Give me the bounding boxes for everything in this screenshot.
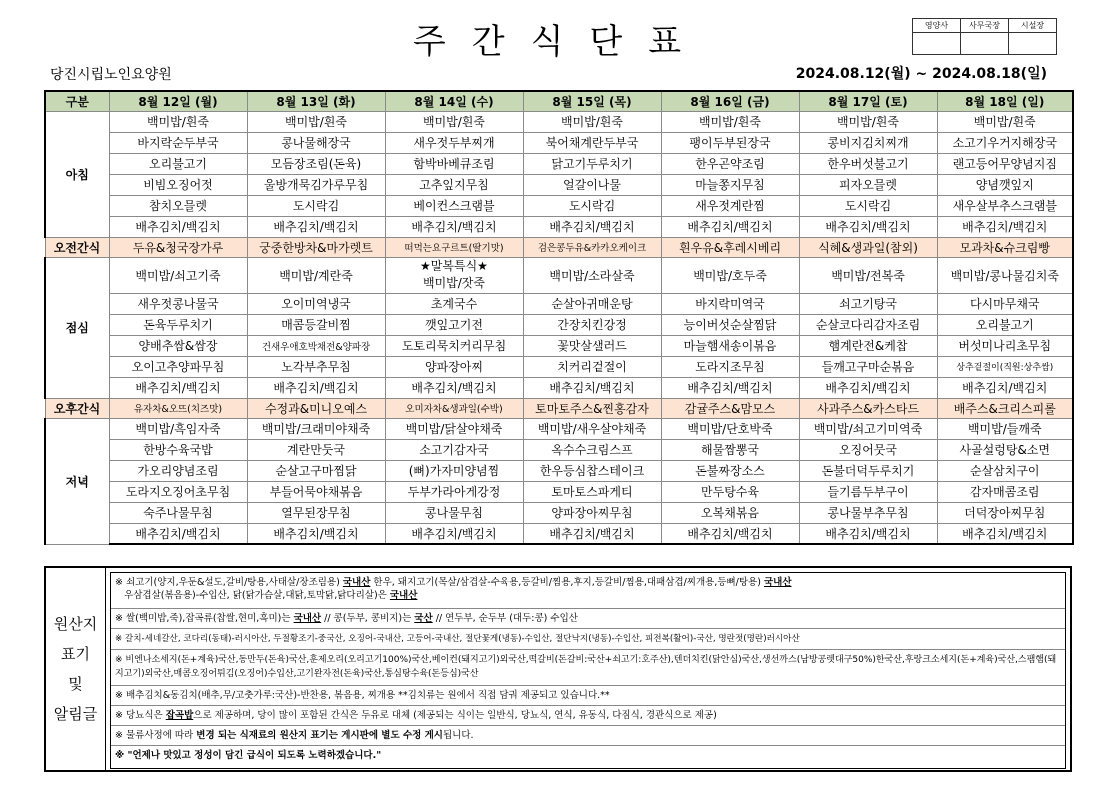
menu-item: 배추김치/백김치 [661, 523, 799, 544]
note-text: 우삼겹살(볶음용)-수입산, 닭(닭가슴살,대닭,토막닭,닭다리살)은 [124, 590, 387, 601]
menu-item: 배추김치/백김치 [385, 523, 523, 544]
menu-item: 랜고등어무양념지짐 [937, 153, 1073, 174]
menu-item: 도라지조무침 [661, 356, 799, 377]
notice-label-line: 표기 [61, 645, 90, 663]
origin-notice-label [46, 568, 106, 770]
menu-item: 돈육두루치기 [109, 314, 247, 335]
snack-item: 두유&청국장가루 [109, 237, 247, 257]
menu-item: 배추김치/백김치 [385, 377, 523, 398]
menu-item: 만두탕수육 [661, 481, 799, 502]
menu-item: 배추김치/백김치 [109, 523, 247, 544]
breakfast-row [45, 132, 1073, 153]
menu-item: 콩비지김치찌개 [799, 132, 937, 153]
grain-origin-note [111, 609, 1065, 629]
note-text: ※ 쇠고기(양지,우둔&설도,갈비/탕용,사태살/장조림용) [115, 577, 340, 588]
menu-item: 쇠고기탕국 [799, 293, 937, 314]
dinner-row [45, 418, 1073, 439]
origin-notice-box [44, 566, 1072, 772]
lunch-row [45, 293, 1073, 314]
approval-dietitian-label: 영양사 [913, 19, 961, 33]
menu-item: 깻잎고기전 [385, 314, 523, 335]
day-header: 8월 13일 (화) [247, 91, 385, 111]
menu-item: 배추김치/백김치 [799, 216, 937, 237]
header-row [45, 91, 1073, 111]
snack-item: 궁중한방차&마가렛트 [247, 237, 385, 257]
breakfast-row [45, 111, 1073, 132]
lunch-row [45, 335, 1073, 356]
menu-item: 도라지오징어초무침 [109, 481, 247, 502]
menu-item: 부들어묵야채볶음 [247, 481, 385, 502]
lunch-label: 점심 [45, 257, 109, 398]
menu-item: 계란만둣국 [247, 439, 385, 460]
menu-item: 오복채볶음 [661, 502, 799, 523]
note-emphasis: 변경 되는 식재료의 원산지 표기는 게시판에 별도 수정 게시 [196, 730, 443, 741]
menu-item: 들기름두부구이 [799, 481, 937, 502]
special-meal-title: ★말복특식★ [420, 259, 488, 273]
menu-item: 새우젓콩나물국 [109, 293, 247, 314]
menu-item: 배추김치/백김치 [523, 216, 661, 237]
weekly-menu-table [44, 90, 1074, 545]
menu-item: 양배추쌈&쌈장 [109, 335, 247, 356]
menu-item: 북어채계란두부국 [523, 132, 661, 153]
menu-item: 배추김치/백김치 [937, 216, 1073, 237]
kimchi-origin-note [111, 686, 1065, 706]
menu-item: 치커리겉절이 [523, 356, 661, 377]
approval-director-label: 시설장 [1009, 19, 1057, 33]
menu-item: 다시마무채국 [937, 293, 1073, 314]
snack-item: 감귤주스&맘모스 [661, 398, 799, 418]
note-text: ※ 쌀(백미밥,죽),잡곡류(찹쌀,현미,흑미)는 [115, 613, 291, 624]
menu-item: 옥수수크림스프 [523, 439, 661, 460]
lunch-row [45, 356, 1073, 377]
day-header: 8월 18일 (일) [937, 91, 1073, 111]
menu-item: 오징어뭇국 [799, 439, 937, 460]
menu-item: 백미밥/쇠고기미역죽 [799, 418, 937, 439]
snack-item: 식혜&생과일(참외) [799, 237, 937, 257]
menu-item: 배추김치/백김치 [799, 523, 937, 544]
dinner-row [45, 460, 1073, 481]
snack-item: 유자차&오뜨(치즈맛) [109, 398, 247, 418]
approval-dietitian-sign [913, 33, 961, 55]
menu-item: 도시락김 [799, 195, 937, 216]
menu-item: 비빔오징어젓 [109, 174, 247, 195]
menu-item: 숙주나물무침 [109, 502, 247, 523]
menu-period: 2024.08.12(월) ~ 2024.08.18(일) [795, 66, 1047, 82]
menu-item: 들깨고구마순볶음 [799, 356, 937, 377]
approval-director-sign [1009, 33, 1057, 55]
menu-item: 배추김치/백김치 [109, 216, 247, 237]
menu-item: 오이미역냉국 [247, 293, 385, 314]
menu-item: 배추김치/백김치 [385, 216, 523, 237]
menu-item: 건새우애호박채전&양파장 [247, 335, 385, 356]
menu-item: 간장치킨강정 [523, 314, 661, 335]
lunch-row [45, 257, 1073, 293]
menu-item: 피자오믈렛 [799, 174, 937, 195]
menu-item: 더덕장아찌무침 [937, 502, 1073, 523]
menu-item: 백미밥/단호박죽 [661, 418, 799, 439]
menu-item: 새우젓계란찜 [661, 195, 799, 216]
menu-item: 배추김치/백김치 [247, 216, 385, 237]
note-text: ※ 당뇨식은 [115, 710, 163, 721]
am_snack-label: 오전간식 [45, 237, 109, 257]
day-header: 8월 16일 (금) [661, 91, 799, 111]
menu-item: 해물짬뽕국 [661, 439, 799, 460]
note-emphasis: 국내산 [342, 577, 371, 588]
menu-item: 돈불짜장소스 [661, 460, 799, 481]
menu-item: 백미밥/쇠고기죽 [109, 257, 247, 293]
menu-item: 양파장아찌무침 [523, 502, 661, 523]
snack-item: 토마토주스&찐홍감자 [523, 398, 661, 418]
menu-item: 오리불고기 [109, 153, 247, 174]
menu-item: 새우젓두부찌개 [385, 132, 523, 153]
note-text: ※ 배추김치&동김치(배추,무/고춧가루:국산)-반찬용, 볶음용, 찌개용 **김치류는 원에서 직접 담궈 제공되고 있습니다.** [115, 690, 610, 701]
menu-item: 백미밥/흰죽 [385, 111, 523, 132]
menu-item: 백미밥/새우살야채죽 [523, 418, 661, 439]
menu-item: 오리불고기 [937, 314, 1073, 335]
menu-item [385, 257, 523, 293]
menu-item: 닭고기두루치기 [523, 153, 661, 174]
menu-item: 배추김치/백김치 [247, 377, 385, 398]
menu-item: 돈불더덕두루치기 [799, 460, 937, 481]
day-header: 8월 12일 (월) [109, 91, 247, 111]
menu-item: 두부가라아게강정 [385, 481, 523, 502]
notice-label-line: 원산지 [53, 615, 98, 633]
menu-item: 오이고추양파무침 [109, 356, 247, 377]
note-emphasis: 국산 [414, 613, 433, 624]
menu-item: 도시락김 [247, 195, 385, 216]
note-emphasis: 국내산 [389, 590, 418, 601]
menu-item: 백미밥/전복죽 [799, 257, 937, 293]
snack-item: 검은콩두유&카카오케이크 [523, 237, 661, 257]
menu-item: 열무된장무침 [247, 502, 385, 523]
breakfast-label: 아침 [45, 111, 109, 237]
header-label: 구분 [45, 91, 109, 111]
menu-item: 배추김치/백김치 [937, 377, 1073, 398]
meat-origin-note [111, 573, 1065, 609]
processed-food-origin-note [111, 650, 1065, 686]
menu-item: 능이버섯순살찜닭 [661, 314, 799, 335]
menu-item: 백미밥/잣죽 [422, 276, 485, 290]
menu-item: 가오리양념조림 [109, 460, 247, 481]
menu-item: 백미밥/흰죽 [109, 111, 247, 132]
menu-item: 고추잎지무침 [385, 174, 523, 195]
menu-item: 한우버섯불고기 [799, 153, 937, 174]
note-text: 으로 제공하며, 당이 많이 포함된 간식은 두유로 대체 (제공되는 식이는 일반식, 당뇨식, 연식, 유동식, 다짐식, 경관식으로 제공) [193, 710, 717, 721]
snack-item: 떠먹는요구르트(딸기맛) [385, 237, 523, 257]
menu-item: 백미밥/크래미야채죽 [247, 418, 385, 439]
menu-item: (뼈)가자미양념찜 [385, 460, 523, 481]
snack-item: 사과주스&카스타드 [799, 398, 937, 418]
menu-item: 콩나물해장국 [247, 132, 385, 153]
snack-item: 흰우유&후레시베리 [661, 237, 799, 257]
menu-item: 바지락미역국 [661, 293, 799, 314]
menu-item: 백미밥/콩나물김치죽 [937, 257, 1073, 293]
menu-item: 한우곤약조림 [661, 153, 799, 174]
note-text: 한우, 돼지고기(목살/삼겹살-수육용,등갈비/찜용,후지,등갈비/찜용,대패삼겹/찌개용,등뼈/탕용) [373, 577, 761, 588]
menu-item: 백미밥/흰죽 [799, 111, 937, 132]
facility-name: 당진시립노인요양원 [50, 67, 172, 83]
menu-item: 배추김치/백김치 [661, 216, 799, 237]
menu-item: 팽이두부된장국 [661, 132, 799, 153]
pm_snack-row [45, 398, 1073, 418]
change-notice-note [111, 726, 1065, 746]
snack-item: 오미자차&생과일(수박) [385, 398, 523, 418]
note-emphasis: ※ "언제나 맛있고 정성이 담긴 급식이 되도록 노력하겠습니다." [115, 750, 382, 761]
menu-item: 배추김치/백김치 [523, 377, 661, 398]
menu-item: 백미밥/흰죽 [661, 111, 799, 132]
breakfast-row [45, 153, 1073, 174]
dinner-row [45, 523, 1073, 544]
note-emphasis: 국내산 [763, 577, 792, 588]
note-text: // 연두부, 순두부 (대두:콩) 수입산 [435, 613, 578, 624]
menu-item: 초계국수 [385, 293, 523, 314]
note-emphasis: 잡곡밥 [165, 710, 194, 721]
approval-manager-sign [961, 33, 1009, 55]
am_snack-row [45, 237, 1073, 257]
menu-item: 순살아귀매운탕 [523, 293, 661, 314]
menu-item: 노각부추무침 [247, 356, 385, 377]
menu-item: 순살고구마찜닭 [247, 460, 385, 481]
menu-item: 백미밥/닭살야채죽 [385, 418, 523, 439]
menu-item: 꽃맛살샐러드 [523, 335, 661, 356]
page-title: 주간식단표 [412, 22, 708, 62]
menu-item: 한방수육국밥 [109, 439, 247, 460]
lunch-row [45, 377, 1073, 398]
menu-item: 배추김치/백김치 [661, 377, 799, 398]
menu-item: 배추김치/백김치 [937, 523, 1073, 544]
menu-item: 백미밥/계란죽 [247, 257, 385, 293]
menu-item: 콩나물부추무침 [799, 502, 937, 523]
menu-item: 햄계란전&케찹 [799, 335, 937, 356]
diabetic-diet-note [111, 706, 1065, 726]
menu-item: 배추김치/백김치 [109, 377, 247, 398]
menu-item: 백미밥/들깨죽 [937, 418, 1073, 439]
note-text: ※ 비엔나소세지(돈+계육)국산,동만두(돈육)국산,훈제오리(오리고기100%)국산,베이컨(돼지고기)외국산,떡갈비(돈갈비:국산+쇠고기:호주산),텐더치킨(닭안심)국산,생선까스(남방공렛대구50%)한국산,후랑크소세지(돈+계육)국산,스팸햄(돼지고기)외국산,매콤오징어튀김(오징어)수입산,고기완자전(돈육)국산,통심탕수육(돈등심)국산 [115, 655, 1057, 679]
menu-item: 순살삼치구이 [937, 460, 1073, 481]
menu-item: 백미밥/호두죽 [661, 257, 799, 293]
dinner-row [45, 439, 1073, 460]
menu-item: 얼갈이나물 [523, 174, 661, 195]
menu-item: 순살코다리감자조림 [799, 314, 937, 335]
menu-item: 함박바베큐조림 [385, 153, 523, 174]
menu-item: 베이컨스크램블 [385, 195, 523, 216]
menu-item: 양파장아찌 [385, 356, 523, 377]
menu-item: 도시락김 [523, 195, 661, 216]
menu-item: 백미밥/흑임자죽 [109, 418, 247, 439]
menu-item: 한우등심찹스테이크 [523, 460, 661, 481]
menu-item: 백미밥/흰죽 [247, 111, 385, 132]
snack-item: 수정과&미니오예스 [247, 398, 385, 418]
note-text: ※ 물류사정에 따라 [115, 730, 194, 741]
breakfast-row [45, 195, 1073, 216]
seafood-origin-note [111, 629, 1065, 650]
snack-item: 배주스&크리스피롤 [937, 398, 1073, 418]
notice-label-line: 알림글 [53, 705, 98, 723]
breakfast-row [45, 216, 1073, 237]
day-header: 8월 14일 (수) [385, 91, 523, 111]
menu-item: 바지락순두부국 [109, 132, 247, 153]
menu-item: 울방개묵김가루무침 [247, 174, 385, 195]
menu-item: 백미밥/흰죽 [523, 111, 661, 132]
menu-item: 사골설렁탕&소면 [937, 439, 1073, 460]
menu-item: 양념깻잎지 [937, 174, 1073, 195]
day-header: 8월 17일 (토) [799, 91, 937, 111]
breakfast-row [45, 174, 1073, 195]
snack-item: 모과차&슈크림빵 [937, 237, 1073, 257]
menu-item: 도토리묵치커리무침 [385, 335, 523, 356]
menu-item: 콩나물무침 [385, 502, 523, 523]
approval-box [912, 18, 1057, 55]
menu-item: 백미밥/소라살죽 [523, 257, 661, 293]
menu-item: 백미밥/흰죽 [937, 111, 1073, 132]
menu-item: 소고기감자국 [385, 439, 523, 460]
menu-item: 토마토스파게티 [523, 481, 661, 502]
note-text: ※ 갈치-세네갈산, 코다리(동태)-러시아산, 두절황조기-중국산, 오징어-국내산, 고등어-국내산, 절단꽃게(냉동)-수입산, 절단낙지(냉동)-수입산, 피전복(활어)-국산, 명란젓(명란)러시아산 [115, 634, 800, 644]
dinner-row [45, 502, 1073, 523]
day-header: 8월 15일 (목) [523, 91, 661, 111]
note-text: // 콩(두부, 콩비지)는 [324, 613, 412, 624]
menu-item: 모듬장조림(돈육) [247, 153, 385, 174]
note-text: 됩니다. [443, 730, 474, 741]
closing-message [111, 746, 1065, 766]
dinner-row [45, 481, 1073, 502]
menu-item: 배추김치/백김치 [247, 523, 385, 544]
menu-item: 배추김치/백김치 [799, 377, 937, 398]
menu-item: 상추겉절이(직원:상추쌈) [937, 356, 1073, 377]
menu-item: 감자매콤조림 [937, 481, 1073, 502]
menu-item: 배추김치/백김치 [523, 523, 661, 544]
menu-item: 소고기우거지해장국 [937, 132, 1073, 153]
menu-item: 매콤등갈비찜 [247, 314, 385, 335]
note-emphasis: 국내산 [293, 613, 322, 624]
approval-manager-label: 사무국장 [961, 19, 1009, 33]
menu-item: 참치오믈렛 [109, 195, 247, 216]
menu-item: 새우살부추스크램블 [937, 195, 1073, 216]
pm_snack-label: 오후간식 [45, 398, 109, 418]
dinner-label: 저녁 [45, 418, 109, 544]
menu-item: 마늘쫑지무침 [661, 174, 799, 195]
notice-label-line: 및 [68, 675, 83, 693]
menu-item: 마늘햄새송이볶음 [661, 335, 799, 356]
menu-item: 버섯미나리초무침 [937, 335, 1073, 356]
lunch-row [45, 314, 1073, 335]
